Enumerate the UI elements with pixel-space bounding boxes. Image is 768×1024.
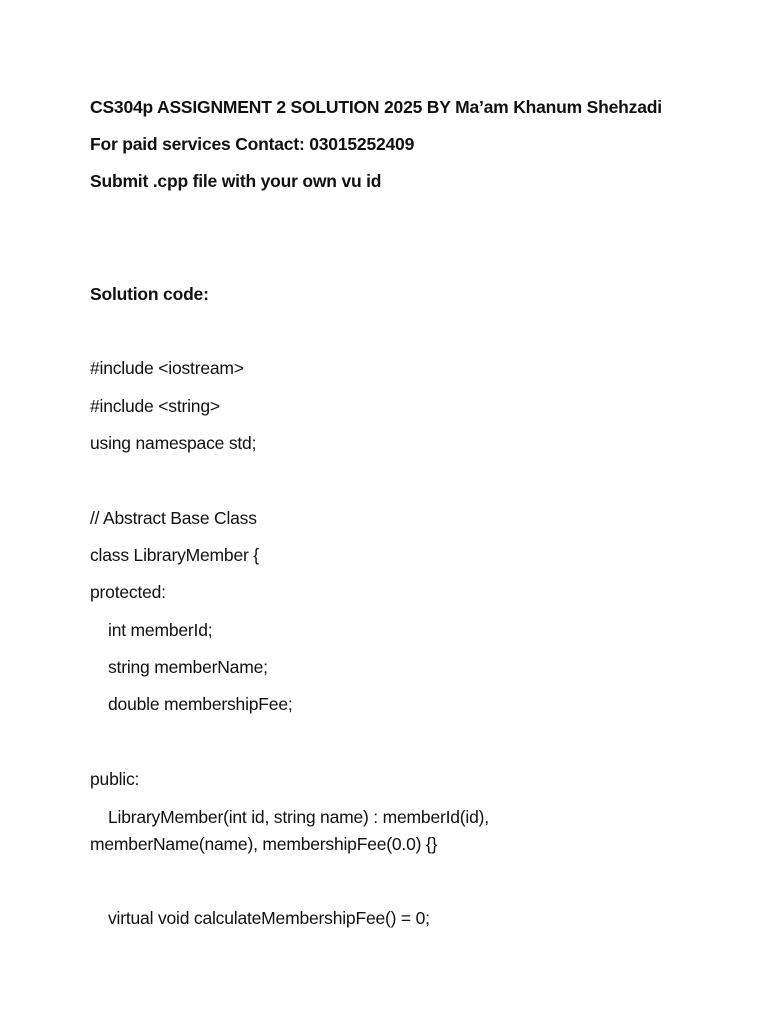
code-virtual-method: virtual void calculateMembershipFee() = 0;: [108, 908, 430, 928]
solution-heading: Solution code:: [90, 284, 209, 304]
code-protected-label: protected:: [90, 582, 166, 602]
code-member-name: string memberName;: [108, 657, 268, 677]
code-include-string: #include <string>: [90, 396, 220, 416]
code-using-namespace: using namespace std;: [90, 433, 257, 453]
code-comment: // Abstract Base Class: [90, 508, 257, 528]
code-include-iostream: #include <iostream>: [90, 358, 244, 378]
instruction-line: Submit .cpp file with your own vu id: [90, 171, 382, 191]
contact-line: For paid services Contact: 03015252409: [90, 134, 415, 154]
code-member-id: int memberId;: [108, 620, 213, 640]
code-membership-fee: double membershipFee;: [108, 694, 293, 714]
code-constructor-line-2: memberName(name), membershipFee(0.0) {}: [90, 834, 438, 854]
code-class-declaration: class LibraryMember {: [90, 545, 259, 565]
code-public-label: public:: [90, 769, 140, 789]
code-constructor-line-1: LibraryMember(int id, string name) : memberId(id),: [108, 807, 489, 827]
document-title: CS304p ASSIGNMENT 2 SOLUTION 2025 BY Ma’am Khanum Shehzadi: [90, 97, 662, 117]
